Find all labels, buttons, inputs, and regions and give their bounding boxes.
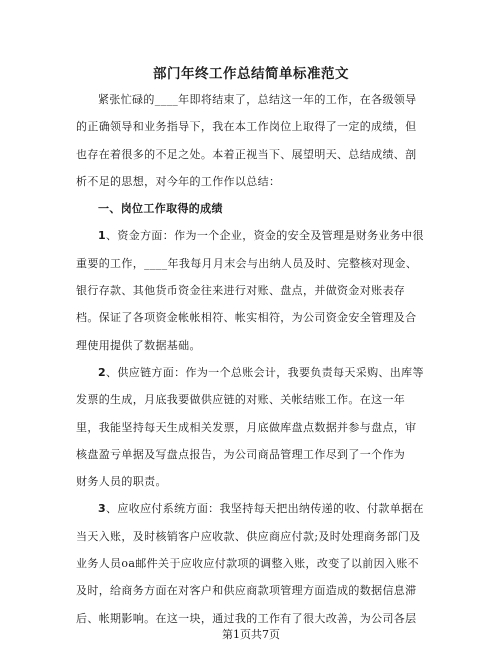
item-number: 2 bbox=[98, 365, 107, 379]
paragraph-line: 紧张忙碌的____年即将结束了，总结这一年的工作，在各级领导 bbox=[98, 93, 417, 106]
paragraph-line: 财务人员的职责。 bbox=[76, 475, 167, 489]
document-body bbox=[76, 86, 426, 632]
paragraph-line: 档。保证了各项资金帐帐相符、帐实相符，为公司资金安全管理及合 bbox=[76, 311, 417, 325]
paragraph-line bbox=[76, 495, 426, 522]
paragraph-line: 发票的生成，月底我要做供应链的对账、关帐结账工作。在这一年 bbox=[76, 393, 406, 407]
paragraph-line: 的正确领导和业务指导下，我在本工作岗位上取得了一定的成绩，但 bbox=[76, 120, 417, 134]
paragraph-line: 核盘盈亏单据及写盘点报告，为公司商品管理工作尽到了一个作为 bbox=[76, 447, 406, 461]
page-number: 第1页共7页 bbox=[222, 628, 280, 641]
item-number: 1 bbox=[98, 229, 107, 243]
paragraph-line: 及时，给商务方面在对客户和供应商款项管理方面造成的数据信息滞 bbox=[76, 584, 417, 598]
paragraph-line: 重要的工作，____年我每月月末会与出纳人员及时、完整核对现金、 bbox=[76, 256, 418, 270]
paragraph-text: 、供应链方面：作为一个总账会计，我要负责每天采购、出库等 bbox=[106, 365, 424, 379]
paragraph-line: 理使用提供了数据基础。 bbox=[76, 338, 201, 352]
paragraph-line: 银行存款、其他货币资金往来进行对账、盘点，并做资金对账表存 bbox=[76, 284, 406, 298]
paragraph-line: 后、帐期影响。在这一块，通过我的工作有了很大改善，为公司各层 bbox=[76, 611, 417, 625]
paragraph-line bbox=[76, 222, 426, 249]
section-heading: 一、岗位工作取得的成绩 bbox=[98, 202, 223, 216]
paragraph-line: 析不足的思想，对今年的工作作以总结： bbox=[76, 174, 281, 188]
paragraph-line: 业务人员oa邮件关于应收应付款项的调整入账，改变了以前因入账不 bbox=[76, 557, 420, 571]
paragraph-line: 当天入账，及时核销客户应收款、供应商应付款;及时处理商务部门及 bbox=[76, 529, 421, 543]
paragraph-text: 、资金方面：作为一个企业，资金的安全及管理是财务业务中很 bbox=[106, 229, 424, 243]
paragraph-line: 里，我能坚持每天生成相关发票，月底做库盘点数据并参与盘点，审 bbox=[76, 420, 417, 434]
paragraph-text: 、应收应付系统方面：我坚持每天把出纳传递的收、付款单据在 bbox=[106, 502, 424, 516]
paragraph-line: 也存在着很多的不足之处。本着正视当下、展望明天、总结成绩、剖 bbox=[76, 147, 417, 161]
document-title: 部门年终工作总结简单标准范文 bbox=[153, 66, 349, 82]
paragraph-line bbox=[76, 359, 426, 386]
item-number: 3 bbox=[98, 502, 107, 516]
